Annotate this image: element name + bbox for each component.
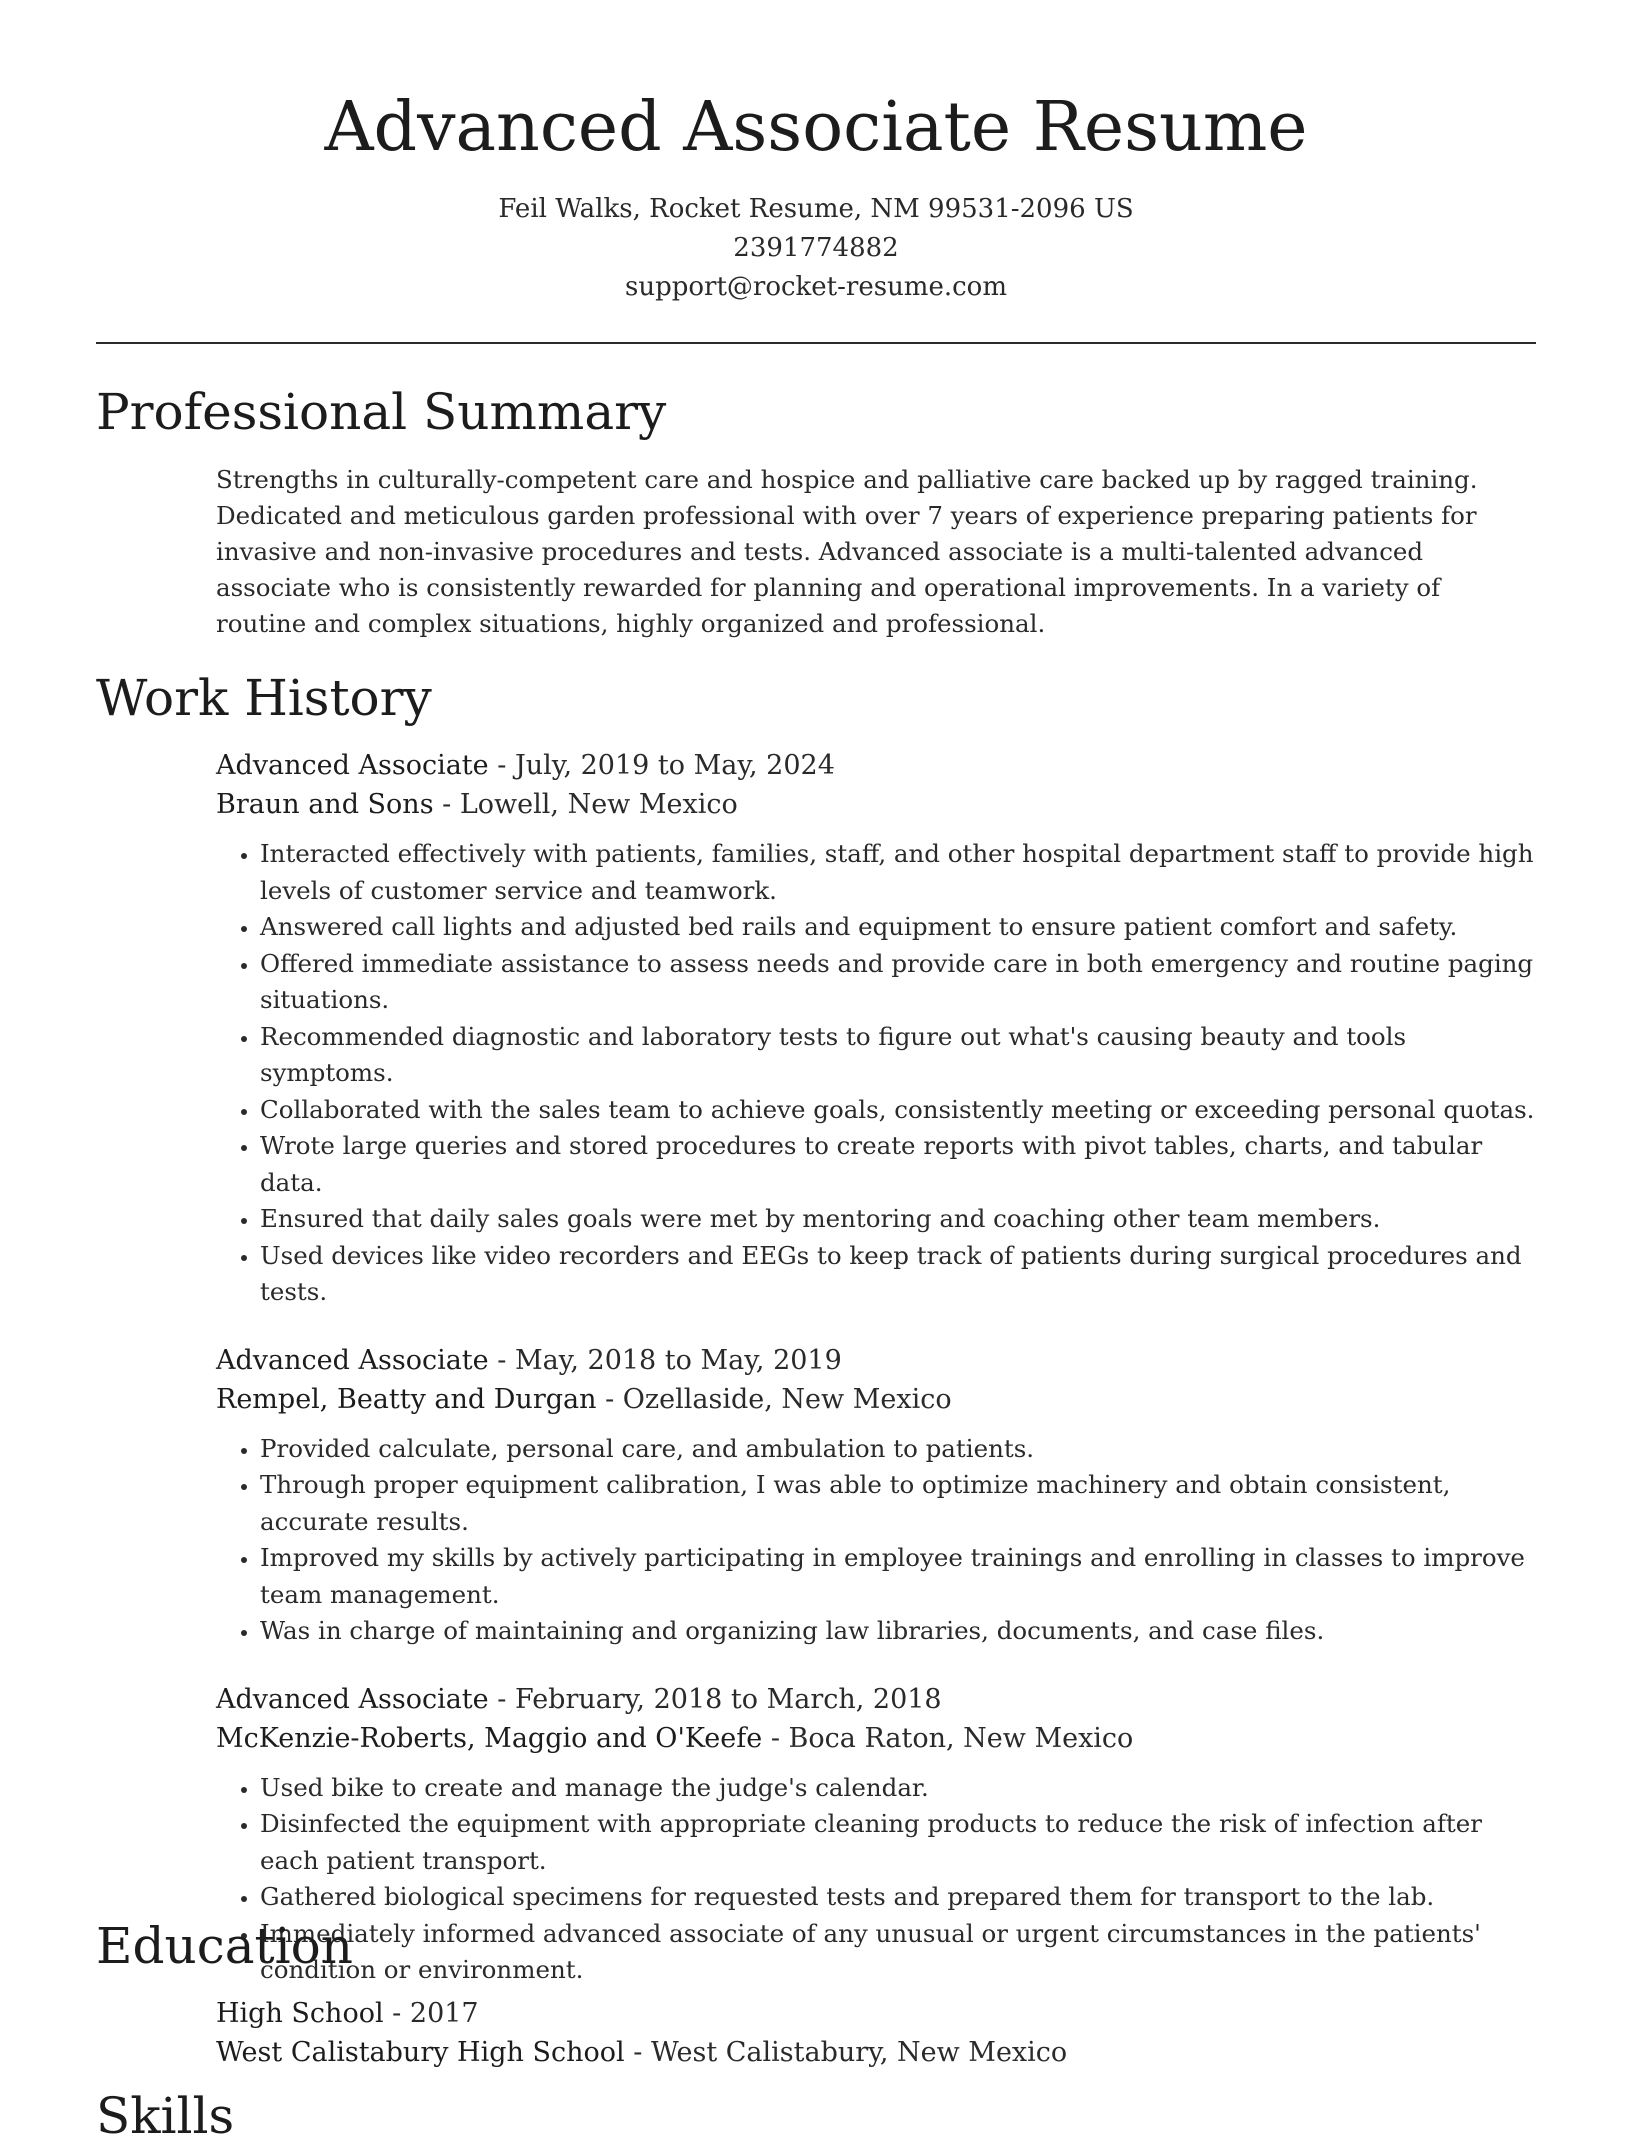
contact-phone: 2391774882 [733,233,899,263]
education-location: West Calistabury, New Mexico [650,2037,1068,2068]
job-role: Advanced Associate [216,750,489,781]
resume-header [96,80,1536,307]
education-school-line: West Calistabury High School - West Calistabury, New Mexico [216,2037,1068,2068]
education-school: West Calistabury High School [216,2037,625,2068]
job-entry [216,746,1538,1311]
list-item: • Improved my skills by actively participating in employee trainings and enrolling in classes to improve team management. [260,1540,1538,1613]
list-item: • Offered immediate assistance to assess needs and provide care in both emergency and routine paging situations. [260,946,1538,1019]
job-role: Advanced Associate [216,1683,489,1715]
list-item: • Ensured that daily sales goals were met by mentoring and coaching other team members. [260,1201,1538,1238]
list-item: • Wrote large queries and stored procedures to create reports with pivot tables, charts, and tabular data. [260,1128,1538,1201]
page-title: Advanced Associate Resume [324,88,1308,167]
education-degree: High School [216,1998,384,2029]
contact-email: support@rocket-resume.com [624,272,1007,302]
job-entry [216,1680,1538,1989]
summary-section-title: Professional Summary [96,383,667,441]
list-item: • Collaborated with the sales team to achieve goals, consistently meeting or exceeding personal quotas. [260,1092,1538,1129]
list-item: • Was in charge of maintaining and organizing law libraries, documents, and case files. [260,1613,1538,1650]
job-dates: July, 2019 to May, 2024 [514,750,835,781]
job-bullets [216,1431,1538,1650]
work-section [216,746,1538,1989]
job-entry [216,1341,1538,1650]
job-dates: February, 2018 to March, 2018 [514,1683,942,1715]
list-item: • Gathered biological specimens for requested tests and prepared them for transport to the lab. [260,1879,1538,1916]
job-company: Braun and Sons [216,789,434,820]
list-item: • Disinfected the equipment with appropriate cleaning products to reduce the risk of infection after each patient transport. [260,1806,1538,1879]
summary-section [216,462,1538,642]
contact-address: Feil Walks, Rocket Resume, NM 99531-2096 US [498,194,1134,224]
job-company: Rempel, Beatty and Durgan [216,1383,597,1415]
job-role: Advanced Associate [216,1344,489,1376]
job-dates: May, 2018 to May, 2019 [514,1344,842,1376]
summary-text: Strengths in culturally-competent care and hospice and palliative care backed up by ragged training. Dedicated and meticulous garden professional with over 7 years of experience preparing patients for invasive and non-invasive procedures and tests. Advanced associate is a multi-talented advanced associate who is consistently rewarded for planning and operational improvements. In a variety of routine and complex situations, highly organized and professional. [216,465,1478,638]
list-item: • Through proper equipment calibration, I was able to optimize machinery and obtain consistent, accurate results. [260,1467,1538,1540]
job-title-line: Advanced Associate - February, 2018 to March, 2018 [216,1683,942,1715]
education-degree-line: High School - 2017 [216,1998,479,2029]
education-section [216,1994,1538,2072]
skills-section-title: Skills [96,2087,235,2145]
work-section-title: Work History [96,669,432,727]
job-location: Lowell, New Mexico [459,789,738,820]
list-item: • Recommended diagnostic and laboratory tests to figure out what's causing beauty and tools symptoms. [260,1019,1538,1092]
job-title-line: Advanced Associate - July, 2019 to May, 2024 [216,750,835,781]
education-section-title: Education [96,1917,353,1975]
job-location: Ozellaside, New Mexico [622,1383,952,1415]
job-company: McKenzie-Roberts, Maggio and O'Keefe [216,1722,763,1754]
list-item: • Used bike to create and manage the judge's calendar. [260,1770,1538,1807]
job-company-line: Rempel, Beatty and Durgan - Ozellaside, New Mexico [216,1383,952,1415]
job-bullets [216,1770,1538,1989]
education-year: 2017 [409,1998,479,2029]
job-location: Boca Raton, New Mexico [788,1722,1134,1754]
job-company-line: McKenzie-Roberts, Maggio and O'Keefe - Boca Raton, New Mexico [216,1722,1134,1754]
list-item: • Immediately informed advanced associate of any unusual or urgent circumstances in the patients' condition or environment. [260,1916,1538,1989]
list-item: • Interacted effectively with patients, families, staff, and other hospital department staff to provide high levels of customer service and teamwork. [260,836,1538,909]
job-title-line: Advanced Associate - May, 2018 to May, 2019 [216,1344,842,1376]
list-item: • Used devices like video recorders and EEGs to keep track of patients during surgical procedures and tests. [260,1238,1538,1311]
job-bullets [216,836,1538,1311]
list-item: • Answered call lights and adjusted bed rails and equipment to ensure patient comfort and safety. [260,909,1538,946]
header-divider [96,342,1536,344]
list-item: • Provided calculate, personal care, and ambulation to patients. [260,1431,1538,1468]
job-company-line: Braun and Sons - Lowell, New Mexico [216,789,738,820]
